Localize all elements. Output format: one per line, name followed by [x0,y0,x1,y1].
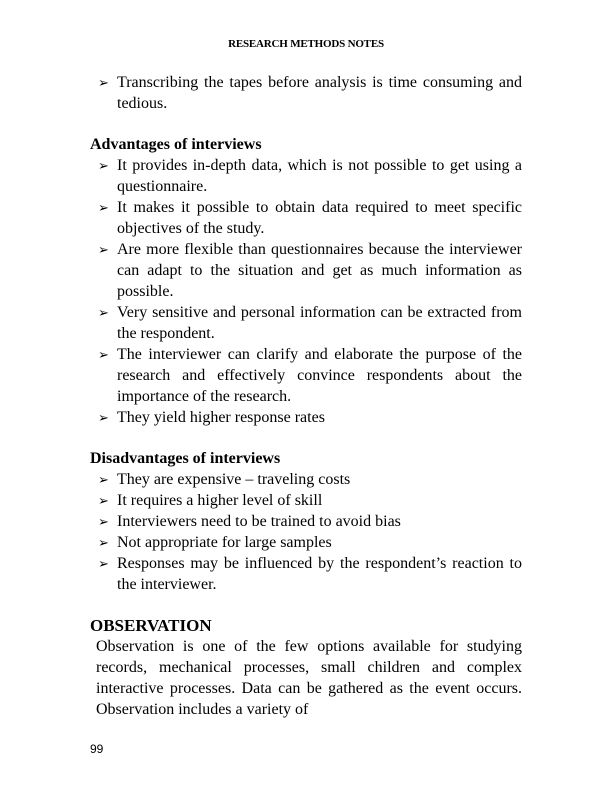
arrow-bullet-icon: ➢ [98,536,109,551]
observation-heading: OBSERVATION [90,616,212,635]
list-item-text: Not appropriate for large samples [117,534,332,551]
list-item [92,155,522,197]
disadvantages-heading: Disadvantages of interviews [90,450,281,467]
list-item-text: It makes it possible to obtain data required to meet specific objectives of the study. [117,199,522,237]
list-item-text: They are expensive – traveling costs [117,471,351,488]
page-content [90,72,522,720]
list-item [92,344,522,407]
list-item-text: Responses may be influenced by the respondent’s reaction to the interviewer. [117,555,522,593]
arrow-bullet-icon: ➢ [98,306,109,321]
list-item-text: It provides in-depth data, which is not possible to get using a questionnaire. [117,157,522,195]
observation-paragraph: Observation is one of the few options available for studying records, mechanical processes, small children and complex interactive processes. Data can be gathered as the event occurs. Observation includes a variety of [96,638,522,718]
arrow-bullet-icon: ➢ [98,201,109,216]
list-item [92,302,522,344]
list-item-text: The interviewer can clarify and elaborate the purpose of the research and effectively convince respondents about the importance of the research. [117,346,522,405]
list-item [92,197,522,239]
advantages-heading: Advantages of interviews [90,136,262,153]
arrow-bullet-icon: ➢ [98,494,109,509]
arrow-bullet-icon: ➢ [98,159,109,174]
list-item [92,407,522,428]
list-item [92,469,522,490]
arrow-bullet-icon: ➢ [98,76,109,91]
list-item-text: Very sensitive and personal information can be extracted from the respondent. [117,304,522,342]
running-header: RESEARCH METHODS NOTES [228,38,384,50]
list-item-text: It requires a higher level of skill [117,492,323,509]
arrow-bullet-icon: ➢ [98,515,109,530]
list-item [92,490,522,511]
list-item-text: Interviewers need to be trained to avoid bias [117,513,401,530]
list-item [92,532,522,553]
list-item [92,72,522,114]
list-item-text: Transcribing the tapes before analysis is time consuming and tedious. [117,74,522,112]
list-item [92,511,522,532]
arrow-bullet-icon: ➢ [98,243,109,258]
list-item-text: They yield higher response rates [117,409,325,426]
arrow-bullet-icon: ➢ [98,411,109,426]
list-item [92,239,522,302]
arrow-bullet-icon: ➢ [98,473,109,488]
page-number: 99 [90,742,104,756]
arrow-bullet-icon: ➢ [98,348,109,363]
list-item-text: Are more flexible than questionnaires because the interviewer can adapt to the situation and get as much information as possible. [117,241,522,300]
list-item [92,553,522,595]
arrow-bullet-icon: ➢ [98,557,109,572]
